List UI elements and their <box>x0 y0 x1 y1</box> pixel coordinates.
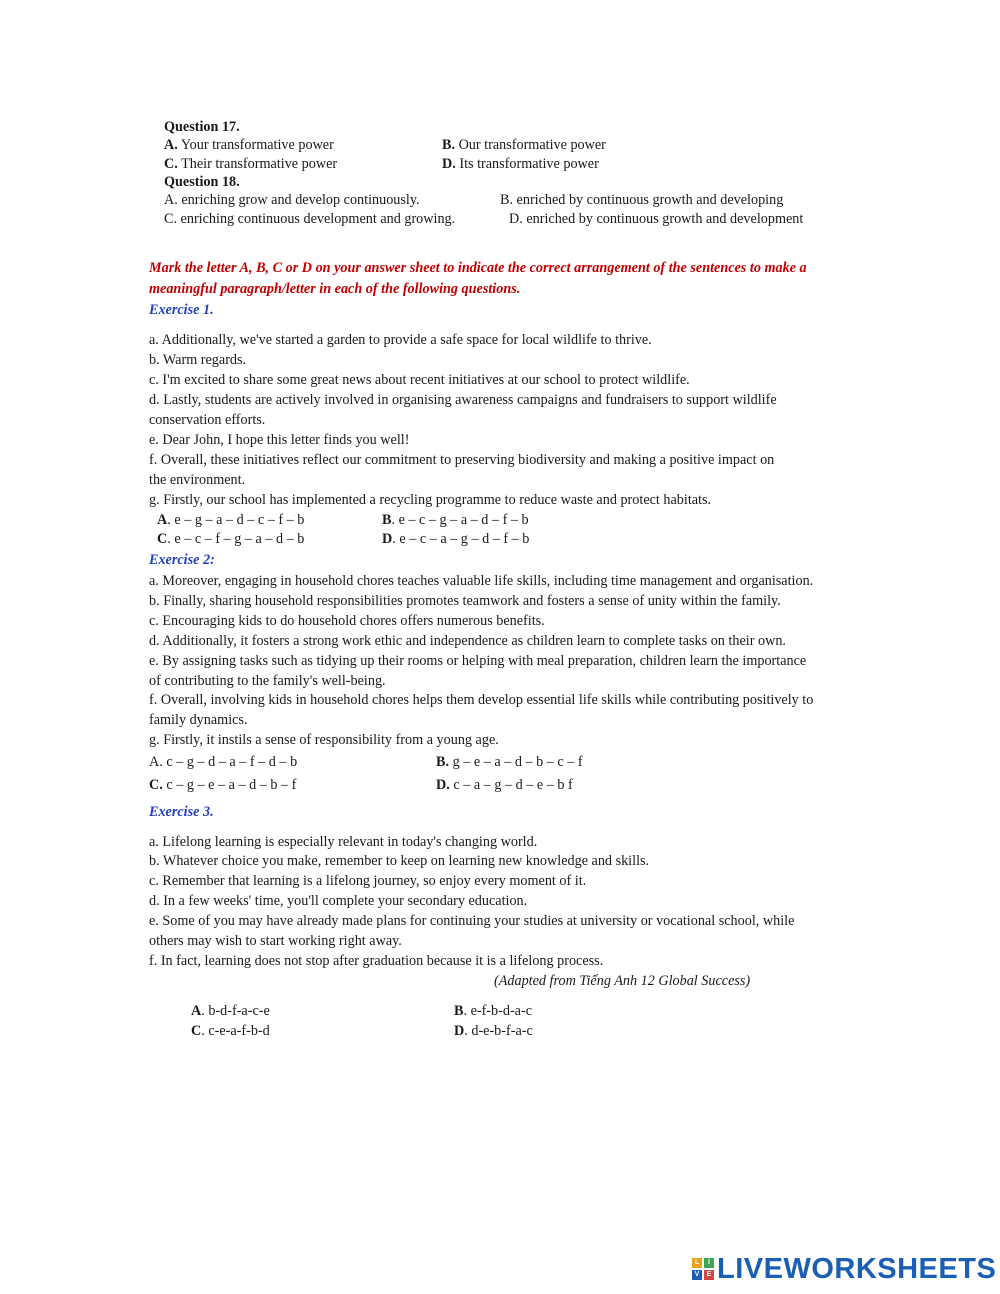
exercise-3-title: Exercise 3. <box>149 804 214 820</box>
q17-option-c[interactable]: C. Their transformative power <box>164 156 338 172</box>
ex1-sentence-f-cont: the environment. <box>149 472 246 488</box>
question-18-title: Question 18. <box>164 174 240 190</box>
ex3-sentence-d: d. In a few weeks' time, you'll complete your secondary education. <box>149 893 528 909</box>
q18-option-c[interactable]: C. enriching continuous development and growing. <box>164 211 456 227</box>
ex2-option-c[interactable]: C. c – g – e – a – d – b – f <box>149 777 297 793</box>
ex2-sentence-e: e. By assigning tasks such as tidying up their rooms or helping with meal preparation, children learn the importance <box>149 653 807 669</box>
ex1-option-d[interactable]: D. e – c – a – g – d – f – b <box>382 531 530 547</box>
ex2-sentence-f: f. Overall, involving kids in household chores helps them develop essential life skills while contributing positively to <box>149 692 814 708</box>
q17-option-a[interactable]: A. Your transformative power <box>164 137 334 153</box>
exercise-1-title: Exercise 1. <box>149 302 214 318</box>
q18-option-d[interactable]: D. enriched by continuous growth and development <box>509 211 804 227</box>
ex3-sentence-e: e. Some of you may have already made plans for continuing your studies at university or vocational school, while <box>149 913 795 929</box>
ex2-sentence-g: g. Firstly, it instils a sense of responsibility from a young age. <box>149 732 499 748</box>
ex1-sentence-d-cont: conservation efforts. <box>149 412 266 428</box>
ex3-option-b[interactable]: B. e-f-b-d-a-c <box>454 1003 532 1019</box>
ex1-option-b[interactable]: B. e – c – g – a – d – f – b <box>382 512 529 528</box>
liveworksheets-brand <box>692 1252 996 1286</box>
ex1-sentence-g: g. Firstly, our school has implemented a recycling programme to reduce waste and protect habitats. <box>149 492 712 508</box>
ex3-sentence-c: c. Remember that learning is a lifelong journey, so enjoy every moment of it. <box>149 873 587 889</box>
ex2-sentence-a: a. Moreover, engaging in household chores teaches valuable life skills, including time management and organisation. <box>149 573 814 589</box>
ex1-option-a[interactable]: A. e – g – a – d – c – f – b <box>157 512 305 528</box>
exercise-2-title: Exercise 2: <box>149 552 215 568</box>
ex1-sentence-c: c. I'm excited to share some great news about recent initiatives at our school to protect wildlife. <box>149 372 690 388</box>
ex3-option-a[interactable]: A. b-d-f-a-c-e <box>191 1003 270 1019</box>
ex1-sentence-b: b. Warm regards. <box>149 352 247 368</box>
instruction-line-1: Mark the letter A, B, C or D on your answer sheet to indicate the correct arrangement of the sentences to make a <box>149 260 807 276</box>
source-citation: (Adapted from Tiếng Anh 12 Global Success) <box>494 973 751 989</box>
ex3-sentence-e-cont: others may wish to start working right away. <box>149 933 402 949</box>
ex1-sentence-d: d. Lastly, students are actively involved in organising awareness campaigns and fundraisers to support wildlife <box>149 392 777 408</box>
ex3-sentence-f: f. In fact, learning does not stop after graduation because it is a lifelong process. <box>149 953 604 969</box>
ex2-sentence-e-cont: of contributing to the family's well-being. <box>149 673 386 689</box>
instruction-line-2: meaningful paragraph/letter in each of the following questions. <box>149 281 521 297</box>
ex2-option-a[interactable]: A. c – g – d – a – f – d – b <box>149 754 298 770</box>
liveworksheets-wordmark: LIVEWORKSHEETS <box>717 1253 997 1285</box>
ex1-sentence-e: e. Dear John, I hope this letter finds you well! <box>149 432 410 448</box>
ex2-sentence-f-cont: family dynamics. <box>149 712 248 728</box>
ex3-sentence-b: b. Whatever choice you make, remember to keep on learning new knowledge and skills. <box>149 853 650 869</box>
q17-option-d[interactable]: D. Its transformative power <box>442 156 599 172</box>
ex2-option-b[interactable]: B. g – e – a – d – b – c – f <box>436 754 583 770</box>
ex3-option-d[interactable]: D. d-e-b-f-a-c <box>454 1023 533 1039</box>
ex3-option-c[interactable]: C. c-e-a-f-b-d <box>191 1023 270 1039</box>
question-17-title: Question 17. <box>164 119 240 135</box>
q18-option-a[interactable]: A. enriching grow and develop continuously. <box>164 192 420 208</box>
ex2-option-d[interactable]: D. c – a – g – d – e – b f <box>436 777 573 793</box>
ex2-sentence-b: b. Finally, sharing household responsibilities promotes teamwork and fosters a sense of unity within the family. <box>149 593 781 609</box>
ex3-sentence-a: a. Lifelong learning is especially relevant in today's changing world. <box>149 834 538 850</box>
ex1-sentence-a: a. Additionally, we've started a garden to provide a safe space for local wildlife to thrive. <box>149 332 652 348</box>
liveworksheets-logo-icon: L I V E <box>692 1258 714 1280</box>
ex1-sentence-f: f. Overall, these initiatives reflect our commitment to preserving biodiversity and making a positive impact on <box>149 452 775 468</box>
ex2-sentence-c: c. Encouraging kids to do household chores offers numerous benefits. <box>149 613 545 629</box>
q17-option-b[interactable]: B. Our transformative power <box>442 137 606 153</box>
ex1-option-c[interactable]: C. e – c – f – g – a – d – b <box>157 531 305 547</box>
q18-option-b[interactable]: B. enriched by continuous growth and developing <box>500 192 784 208</box>
ex2-sentence-d: d. Additionally, it fosters a strong work ethic and independence as children learn to complete tasks on their own. <box>149 633 786 649</box>
